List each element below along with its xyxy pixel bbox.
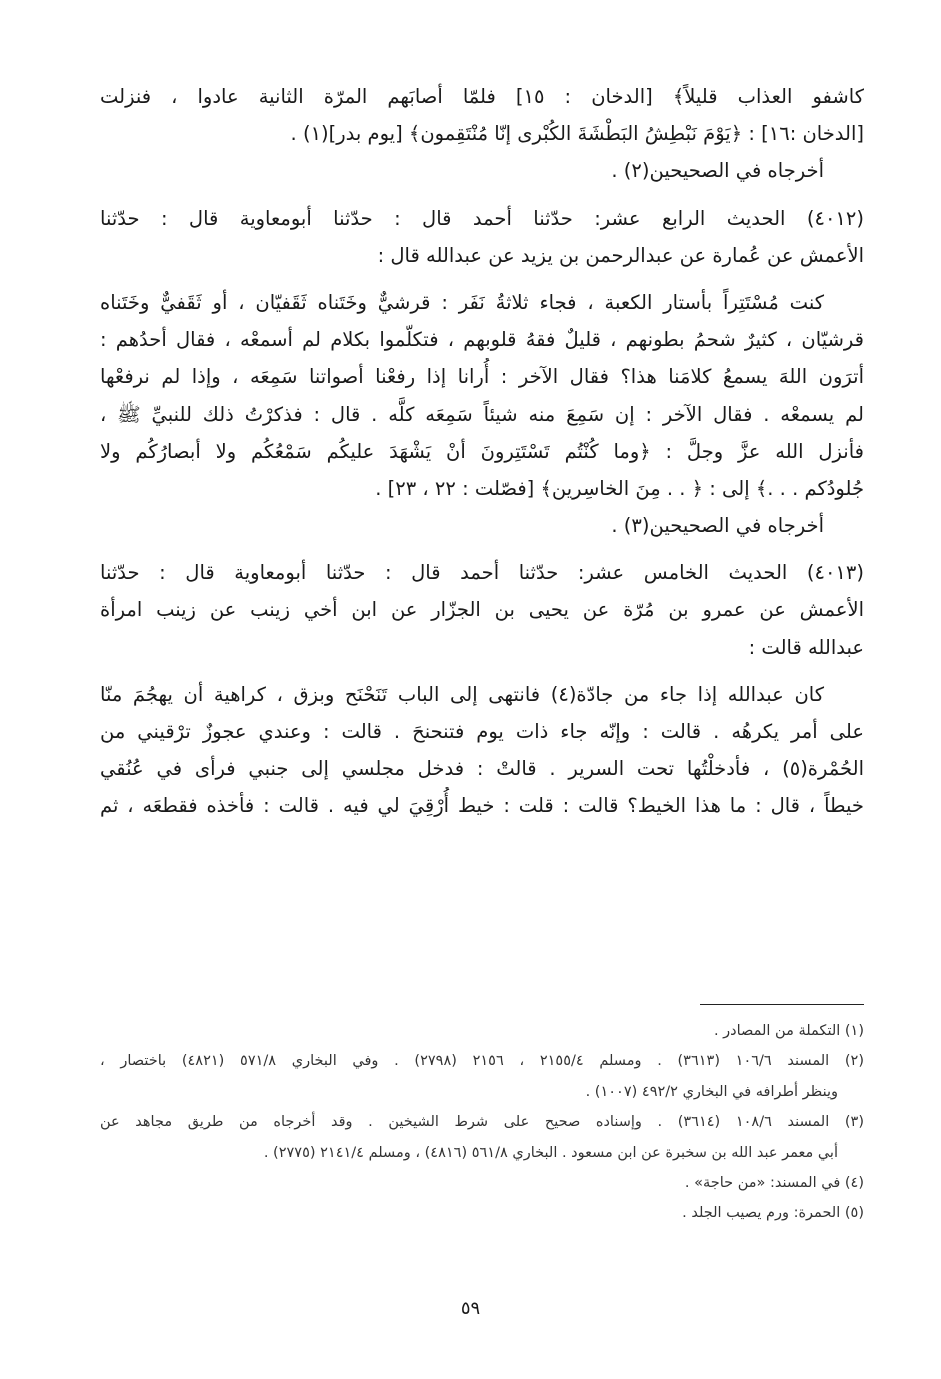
text-line: كنت مُسْتَتِراً بأستار الكعبة ، فجاء ثلاثةُ نَفَر : قرشيٌّ وخَتَناه ثَقَفيّان ، أو ثَقَفيٌّ وخَتَناه bbox=[100, 290, 824, 314]
text-line: كان عبدالله إذا جاء من جادّة(٤) فانتهى إلى الباب تَنَحْنَح وبزق ، كراهية أن يهجُمَ منّا bbox=[100, 682, 824, 706]
paragraph-gap bbox=[100, 190, 864, 200]
text-line: أخرجاه في الصحيحين(٢) . bbox=[611, 159, 824, 183]
text-line: أخرجاه في الصحيحين(٣) . bbox=[611, 514, 824, 538]
main-text bbox=[100, 78, 864, 825]
text-line: الأعمش عن عُمارة عن عبدالرحمن بن يزيد عن عبدالله قال : bbox=[377, 243, 864, 267]
footnotes bbox=[100, 1016, 864, 1229]
text-line: أترَون اللهَ يسمعُ كلامَنا هذا؟ فقال الآخر : أُرانا إذا رفعْنا أصواتنا سَمِعَه ، وإذا لم نرفعْها bbox=[100, 365, 864, 389]
footnote-line: (١) التكملة من المصادر . bbox=[713, 1023, 864, 1039]
paragraph-gap bbox=[100, 544, 864, 554]
text-line: [الدخان :١٦] : ﴿يَوْمَ نَبْطِشُ البَطْشَةَ الكُبْرى إنّا مُنْتَقِمون﴾ [يوم بدر](١) . bbox=[290, 122, 864, 146]
footnote-line: (٣) المسند ١٠٨/٦ (٣٦١٤) . وإسناده صحيح على شرط الشيخين . وقد أخرجاه من طريق مجاهد عن bbox=[100, 1114, 864, 1131]
footnote-line: أبي معمر عبد الله بن سخبرة عن ابن مسعود . البخاري ٥٦١/٨ (٤٨١٦) ، ومسلم ٢١٤١/٤ (٢٧٧٥) . bbox=[263, 1144, 838, 1161]
paragraph-gap bbox=[100, 666, 864, 676]
footnote-line: وينظر أطرافه في البخاري ٤٩٢/٢ (١٠٠٧) . bbox=[585, 1083, 838, 1100]
paragraph-gap bbox=[100, 274, 864, 284]
footnote-line: (٥) الحمرة: ورم يصيب الجلد . bbox=[682, 1205, 864, 1222]
text-line: (٤٠١٢) الحديث الرابع عشر: حدّثنا أحمد قال : حدّثنا أبومعاوية قال : حدّثنا bbox=[100, 206, 864, 230]
text-line: على أمر يكرهُه . قالت : وإنّه جاء ذات يوم فتنحنحَ . قالت : وعندي عجوزٌ ترْقيني من bbox=[100, 720, 864, 743]
text-line: الحُمْرة(٥) ، فأدخلْتُها تحت السرير . قالتْ : فدخل مجلسي إلى جنبي فرأى في عُنُقي bbox=[100, 757, 864, 781]
text-line: خيطاً ، قال : ما هذا الخيط؟ قالت : قلت : خيط أُرْقِيَ لي فيه . قالت : فأخذه فقطعَه ، ثم bbox=[100, 794, 864, 818]
text-line: جُلودُكم . . .﴾ إلى : ﴿ . . مِنَ الخاسِرين﴾ [فصّلت : ٢٢ ، ٢٣] . bbox=[375, 476, 864, 500]
text-line: قرشيّان ، كثيرٌ شحمُ بطونهم ، قليلٌ فقهُ قلوبهم ، فتكلّموا بكلام لم أسمعْه ، فقال أحدُهم : bbox=[100, 328, 864, 352]
page-number: ٥٩ bbox=[460, 1298, 481, 1319]
text-line: الأعمش عن عمرو بن مُرّة عن يحيى بن الجزّار عن ابن أخي زينب عن زينب امرأة bbox=[100, 598, 864, 622]
footnote-line: (٤) في المسند: «من حاجة» . bbox=[684, 1175, 864, 1192]
text-line: (٤٠١٣) الحديث الخامس عشر: حدّثنا أحمد قال : حدّثنا أبومعاوية قال : حدّثنا bbox=[100, 561, 864, 585]
text-line: عبدالله قالت : bbox=[748, 635, 864, 659]
text-line: كاشفو العذاب قليلاً﴾ [الدخان : ١٥] فلمّا أصابَهم المرّة الثانية عادوا ، فنزلت bbox=[100, 85, 864, 108]
text-line: لم يسمعْه . فقال الآخر : إن سَمِعَ منه شيئاً سَمِعَه كلَّه . قال : فذكرْتُ ذلك للنبيِّ ﷺ ، bbox=[100, 402, 864, 426]
text-line: فأنزل الله عزَّ وجلَّ : ﴿وما كُنْتُم تَسْتَتِرونَ أنْ يَشْهَدَ عليكُم سَمْعُكُم ولا أبصارُكُم ولا bbox=[100, 439, 864, 463]
footnote-line: (٢) المسند ١٠٦/٦ (٣٦١٣) . ومسلم ٢١٥٥/٤ ، ٢١٥٦ (٢٧٩٨) . وفي البخاري ٥٧١/٨ (٤٨٢١) باختصار ، bbox=[100, 1053, 864, 1070]
footnote-separator bbox=[700, 1004, 864, 1005]
